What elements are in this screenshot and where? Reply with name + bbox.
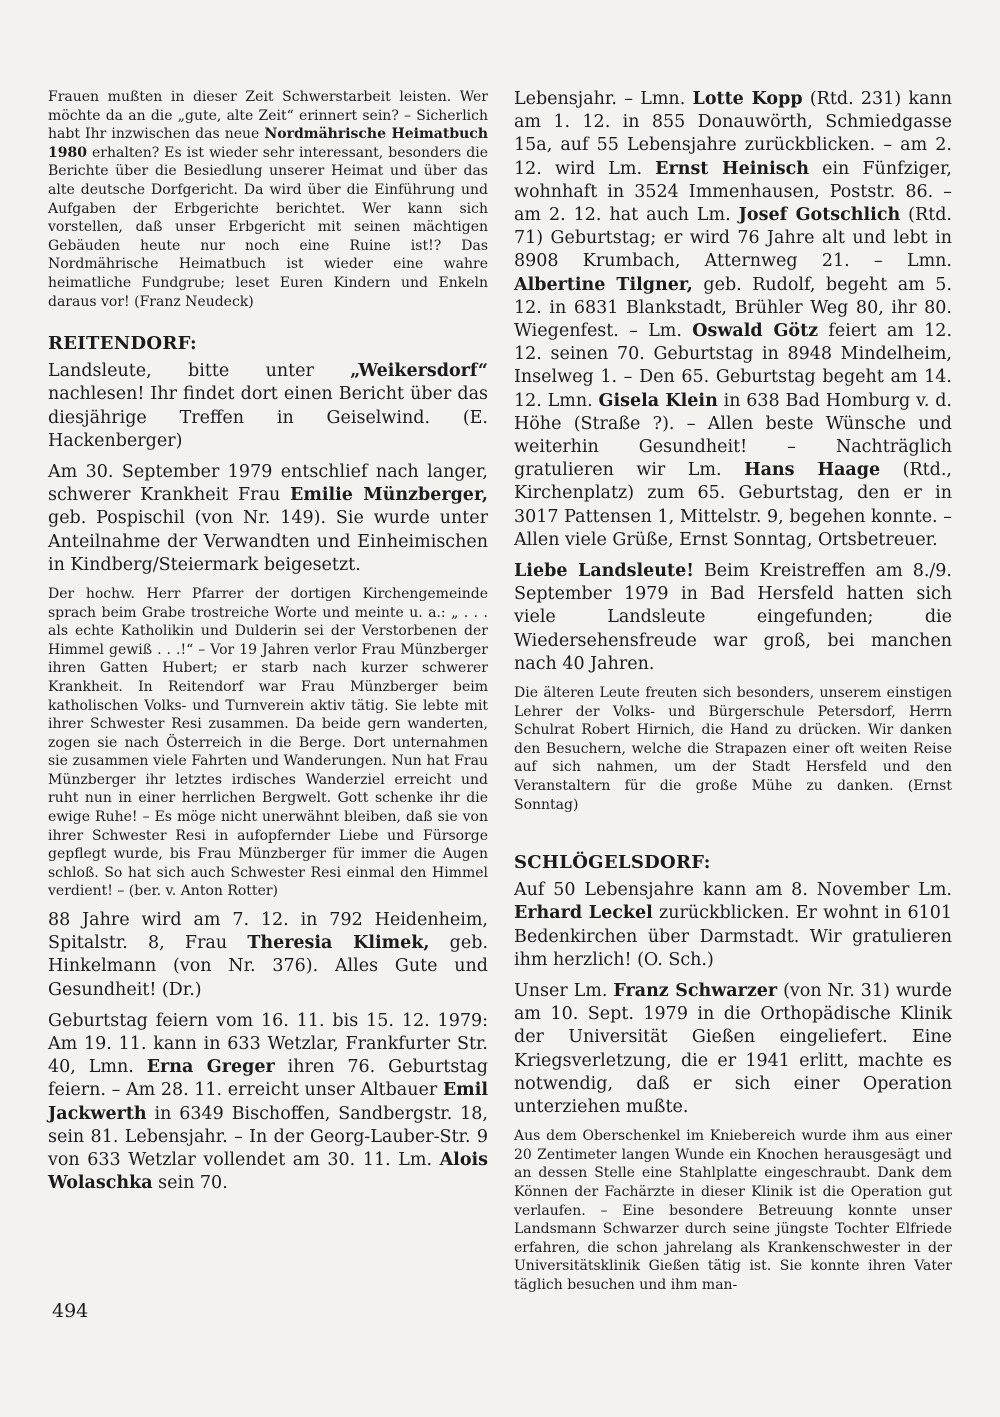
text-run: Aus dem Oberschenkel im Kniebereich wurde ihm aus einer 20 Zentimeter langen Wunde ein Knochen herausgesägt und an dessen Stelle eine Stahlplatte eingeschraubt. Dank dem Können der Fachärzte in dieser Klinik ist die Operation gut verlaufen. – Eine besondere Betreuung konnte unser Landsmann Schwarzer durch seine jüngste Tochter Elfriede erfahren, die schon jahrelang als Krankenschwester in der Universitätsklinik Gießen tätig ist. Sie konnte ihren Vater täglich besuchen und ihm man- — [514, 1128, 952, 1294]
text-run: Die älteren Leute freuten sich besonders, unserem einstigen Lehrer der Volks- und Bürgerschule Petersdorf, Herrn Schulrat Robert Hirnich, die Hand zu drücken. Wir danken den Besuchern, welche die Strapazen einer oft weiten Reise auf sich nahmen, um der Stadt Hersfeld und den Veranstaltern für die große Mühe zu danken. (Ernst Sonntag) — [514, 685, 952, 813]
paragraph — [514, 560, 952, 676]
paragraph — [48, 1010, 488, 1196]
bold-name: Alois Wolaschka — [48, 1150, 488, 1194]
text-run: (von Nr. 31) wurde am 10. Sept. 1979 in die Orthopädische Klinik der Universität Gießen eingeliefert. Eine Kriegsverletzung, die er 1941 erlitt, machte es notwendig, daß er sich einer Operation unterziehen mußte. — [514, 981, 952, 1118]
paragraph — [514, 88, 952, 552]
bold-name: Hans Haage — [744, 460, 881, 481]
text-run: zurückblicken. Er wohnt in 6101 Bedenkirchen über Darmstadt. Wir gratulieren ihm herzlich! (O. Sch.) — [514, 903, 952, 970]
paragraph — [48, 909, 488, 1002]
bold-name: Emilie Münzberger, — [290, 485, 488, 506]
paragraph — [514, 1127, 952, 1294]
bold-name: Theresia Klimek, — [247, 933, 430, 954]
bold-name: Gisela Klein — [598, 390, 718, 411]
paragraph — [48, 88, 488, 311]
text-run: Der hochw. Herr Pfarrer der dortigen Kirchengemeinde sprach beim Grabe trostreiche Worte und meinte u. a.: „ . . . als echte Katholikin und Dulderin sei der Verstorbenen der Himmel gewiß . . .!“ – Vor 19 Jahren verlor Frau Münzberger ihren Gatten Hubert; er starb nach kurzer schwerer Krankheit. In Reitendorf war Frau Münzberger beim katholischen Volks- und Turnverein aktiv tätig. Sie lebte mit ihrer Schwester Resi zusammen. Da beide gern wanderten, zogen sie nach Österreich in die Berge. Dort unternahmen sie zusammen viele Fahrten und Wanderungen. Nun hat Frau Münzberger ihr letztes irdisches Wanderziel erreicht und ruht nun in einer herrlichen Bergwelt. Gott schenke ihr die ewige Ruhe! – Es möge nicht unerwähnt bleiben, daß sie von ihrer Schwester Resi in aufopfernder Liebe und Fürsorge gepflegt wurde, bis Frau Münzberger für immer die Augen schloß. So hat sich auch Schwester Resi einmal den Himmel verdient! – (ber. v. Anton Rotter) — [48, 585, 488, 900]
paragraph — [514, 879, 952, 972]
text-run: nachlesen! Ihr findet dort einen Bericht über das diesjährige Treffen in Geiselwind. (E. Hackenberger) — [48, 384, 488, 451]
text-run: ein Fünfziger, wohnhaft in 3524 Immenhausen, Poststr. 86. – am 2. 12. hat auch Lm. — [514, 158, 952, 226]
paragraph — [514, 684, 952, 814]
bold-name: Franz Schwarzer — [613, 981, 778, 1002]
bold-name: Albertine Tilgner, — [514, 274, 693, 295]
bold-name: „Weikersdorf“ — [350, 361, 488, 382]
bold-name: Josef Gotschlich — [738, 205, 901, 226]
text-run: (Rtd. 71) Geburtstag; er wird 76 Jahre alt und lebt in 8908 Krumbach, Atternweg 21. – Lmn. — [514, 205, 952, 272]
text-run: Geburtstag feiern vom 16. 11. bis 15. 12. 1979: Am 19. 11. kann in 633 Wetzlar, Frankfurter Str. 40, Lmn. — [48, 1010, 488, 1078]
text-run: 88 Jahre wird am 7. 12. in 792 Heidenheim, Spitalstr. 8, Frau — [48, 910, 488, 954]
section-heading-schloegelsdorf: SCHLÖGELSDORF: — [514, 852, 711, 874]
bold-name: Lotte Kopp — [692, 89, 803, 109]
text-run: Unser Lm. — [514, 981, 614, 1002]
bold-name: Erhard Leckel — [514, 903, 653, 924]
text-run: feiert am 12. 12. seinen 70. Geburtstag in 8948 Mindelheim, Inselweg 1. – Den 65. Geburtstag begeht am 14. 12. Lmn. — [514, 321, 953, 411]
bold-name: Erna Greger — [146, 1057, 275, 1078]
bold-name: Emil Jackwerth — [48, 1080, 488, 1124]
text-run: Beim Kreistreffen am 8./9. September 1979 in Bad Hersfeld hatten sich viele Landsleute eingefunden; die Wiedersehensfreude war groß, bei manchen nach 40 Jahren. — [514, 561, 952, 674]
left-column — [48, 88, 488, 1203]
paragraph — [514, 980, 952, 1119]
text-run: (Rtd. 231) kann am 1. 12. in 855 Donauwörth, Schmiedgasse 15a, auf 55 Lebensjahre zurückblicken. – am 2. 12. wird Lm. — [514, 89, 952, 179]
text-run: (Rtd., Kirchenplatz) zum 65. Geburtstag, den er in 3017 Pattensen 1, Mittelstr. 9, begehen konnte. – Allen viele Grüße, Ernst Sonntag, Ortsbetreuer. — [514, 460, 952, 550]
right-column — [514, 88, 952, 1303]
paragraph — [48, 461, 488, 577]
text-run: Auf 50 Lebensjahre kann am 8. November Lm. — [514, 880, 952, 901]
text-run: Frauen mußten in dieser Zeit Schwerstarbeit leisten. Wer möchte da an die „gute, alte Zeit“ erinnert sein? – Sicherlich habt Ihr inzwischen das neue — [48, 89, 488, 143]
text-run: sein 70. — [152, 1173, 228, 1194]
text-run: Am 30. September 1979 entschlief nach langer, schwerer Krankheit Frau — [48, 461, 488, 506]
text-run: geb. Rudolf, begeht am 5. 12. in 6831 Blankstadt, Brühler Weg 80, ihr 80. Wiegenfest. – Lm. — [514, 274, 953, 342]
bold-name: Ernst Heinisch — [655, 158, 809, 179]
bold-name: Liebe Landsleute! — [514, 561, 694, 582]
bold-name: Oswald Götz — [692, 321, 819, 342]
paragraph — [48, 585, 488, 901]
text-run: geb. Hinkelmann (von Nr. 376). Alles Gute und Gesundheit! (Dr.) — [48, 933, 489, 1000]
text-run: Lebensjahr. – Lmn. — [514, 89, 693, 109]
text-run: erhalten? Es ist wieder sehr interessant, besonders die Berichte über die Besiedlung unserer Heimat und über das alte deutsche Dorfgericht. Da wird über die Einführung und Aufgaben der Erbgerichte berichtet. Wer kann sich vorstellen, daß unser Erbgericht mit seinen mächtigen Gebäuden heute nur noch eine Ruine ist!? Das Nordmährische Heimatbuch ist wieder eine wahre heimatliche Fundgrube; leset Euren Kindern und Enkeln daraus vor! (Franz Neudeck) — [48, 144, 488, 310]
text-run: in 6349 Bischoffen, Sandbergstr. 18, sein 81. Lebensjahr. – In der Georg-Lauber-Str. 9 von 633 Wetzlar vollendet am 30. 11. Lm. — [48, 1103, 488, 1171]
page-number: 494 — [52, 1300, 89, 1322]
text-run: geb. Pospischil (von Nr. 149). Sie wurde unter Anteilnahme der Verwandten und Einheimischen in Kindberg/Steiermark beigesetzt. — [48, 508, 488, 575]
text-run: ihren 76. Geburtstag feiern. – Am 28. 11. erreicht unser Altbauer — [48, 1057, 488, 1101]
paragraph — [48, 360, 488, 453]
text-run: in 638 Bad Homburg v. d. Höhe (Straße ?). – Allen beste Wünsche und weiterhin Gesundheit! – Nachträglich gratulieren wir Lm. — [514, 390, 952, 481]
text-run: Landsleute, bitte unter — [48, 361, 351, 382]
section-heading-reitendorf: REITENDORF: — [48, 333, 197, 355]
bold-name: Nordmährische Heimatbuch 1980 — [48, 126, 488, 161]
